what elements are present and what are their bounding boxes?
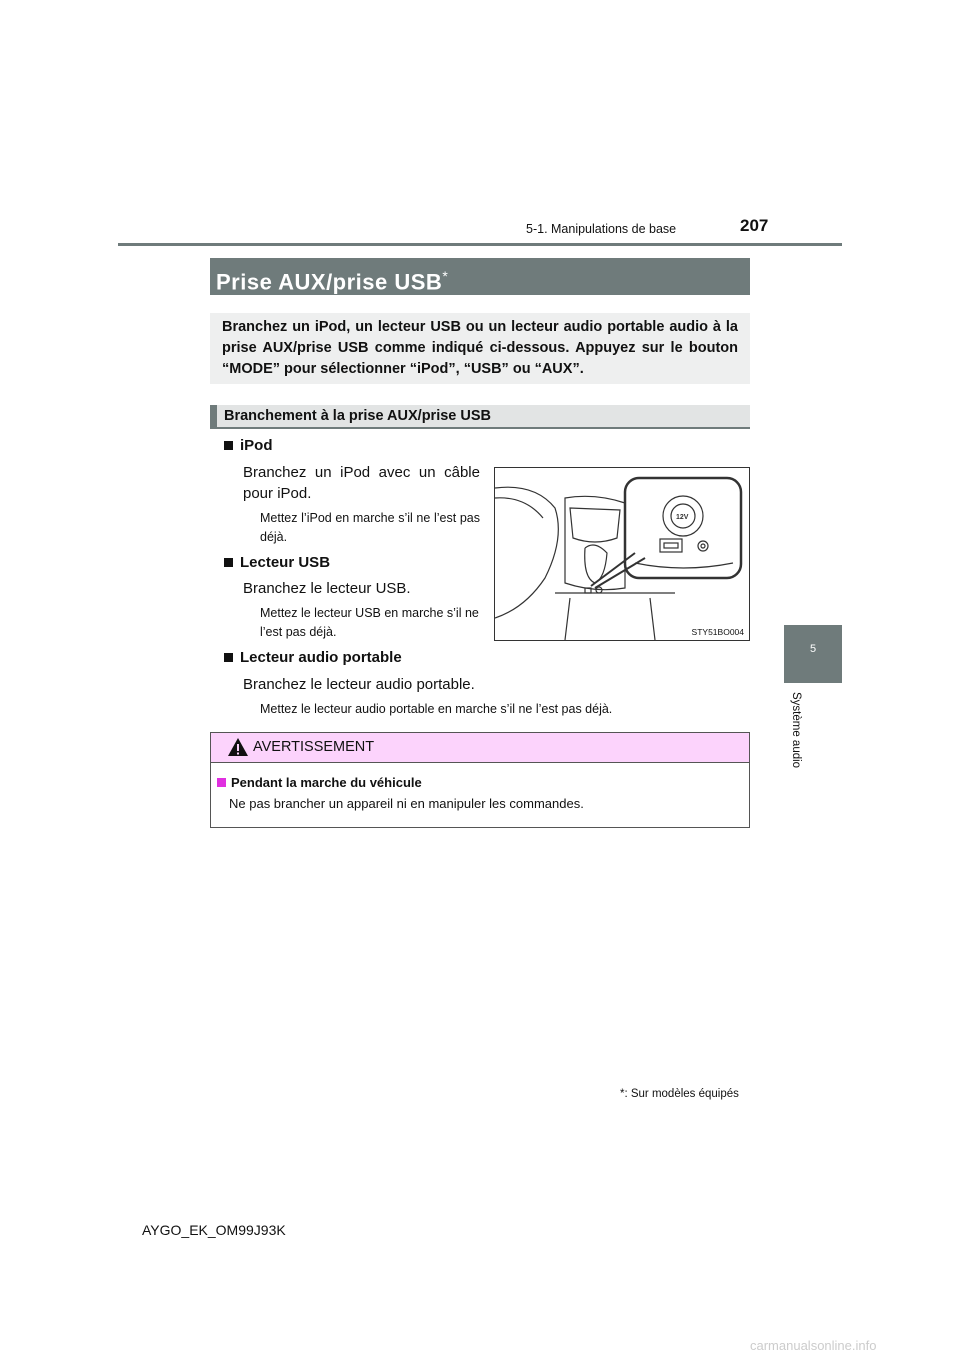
chapter-tab: 5 — [784, 625, 842, 683]
item-note: Mettez le lecteur audio portable en marche s’il ne l’est pas déjà. — [260, 702, 613, 716]
warning-heading: Pendant la marche du véhicule — [217, 775, 749, 790]
warning-box — [210, 732, 750, 828]
warning-triangle-icon — [227, 737, 249, 757]
subheading: Branchement à la prise AUX/prise USB — [210, 405, 750, 429]
page-title — [210, 258, 750, 295]
title-asterisk: * — [442, 268, 449, 284]
item-heading: iPod — [224, 437, 273, 454]
chapter-label: Système audio — [790, 692, 802, 769]
section-title: 5-1. Manipulations de base — [526, 222, 677, 236]
aux-usb-ports-icon — [495, 468, 749, 640]
footnote: *: Sur modèles équipés — [620, 1088, 739, 1100]
item-heading: Lecteur USB — [224, 554, 330, 571]
warning-header — [211, 733, 749, 763]
watermark: carmanualsonline.info — [750, 1338, 877, 1353]
svg-text:12V: 12V — [676, 514, 689, 521]
title-text: Prise AUX/prise USB — [216, 269, 443, 295]
warning-text: Ne pas brancher un appareil ni en manipuler les commandes. — [229, 796, 584, 811]
item-body: Branchez le lecteur audio portable. — [243, 676, 475, 693]
item-body: Branchez le lecteur USB. — [243, 580, 411, 597]
header-rule — [118, 243, 842, 246]
document-code: AYGO_EK_OM99J93K — [142, 1222, 286, 1238]
figure-code: STY51BO004 — [691, 627, 744, 637]
page-number: 207 — [740, 216, 769, 235]
intro-text: Branchez un iPod, un lecteur USB ou un lecteur audio portable audio à la prise AUX/prise USB comme indiqué ci-dessous. Appuyez sur le bouton “MODE” pour sélectionner “iPod”, “USB” ou “AUX”. — [210, 313, 750, 384]
warning-title: AVERTISSEMENT — [253, 739, 375, 755]
item-note: Mettez le lecteur USB en marche s’il ne l’est pas déjà. — [260, 606, 479, 639]
item-heading: Lecteur audio portable — [224, 649, 402, 666]
item-body: Branchez un iPod avec un câble pour iPod. — [243, 464, 480, 502]
dashboard-illustration — [494, 467, 750, 641]
item-note: Mettez l’iPod en marche s’il ne l’est pas déjà. — [260, 511, 480, 544]
